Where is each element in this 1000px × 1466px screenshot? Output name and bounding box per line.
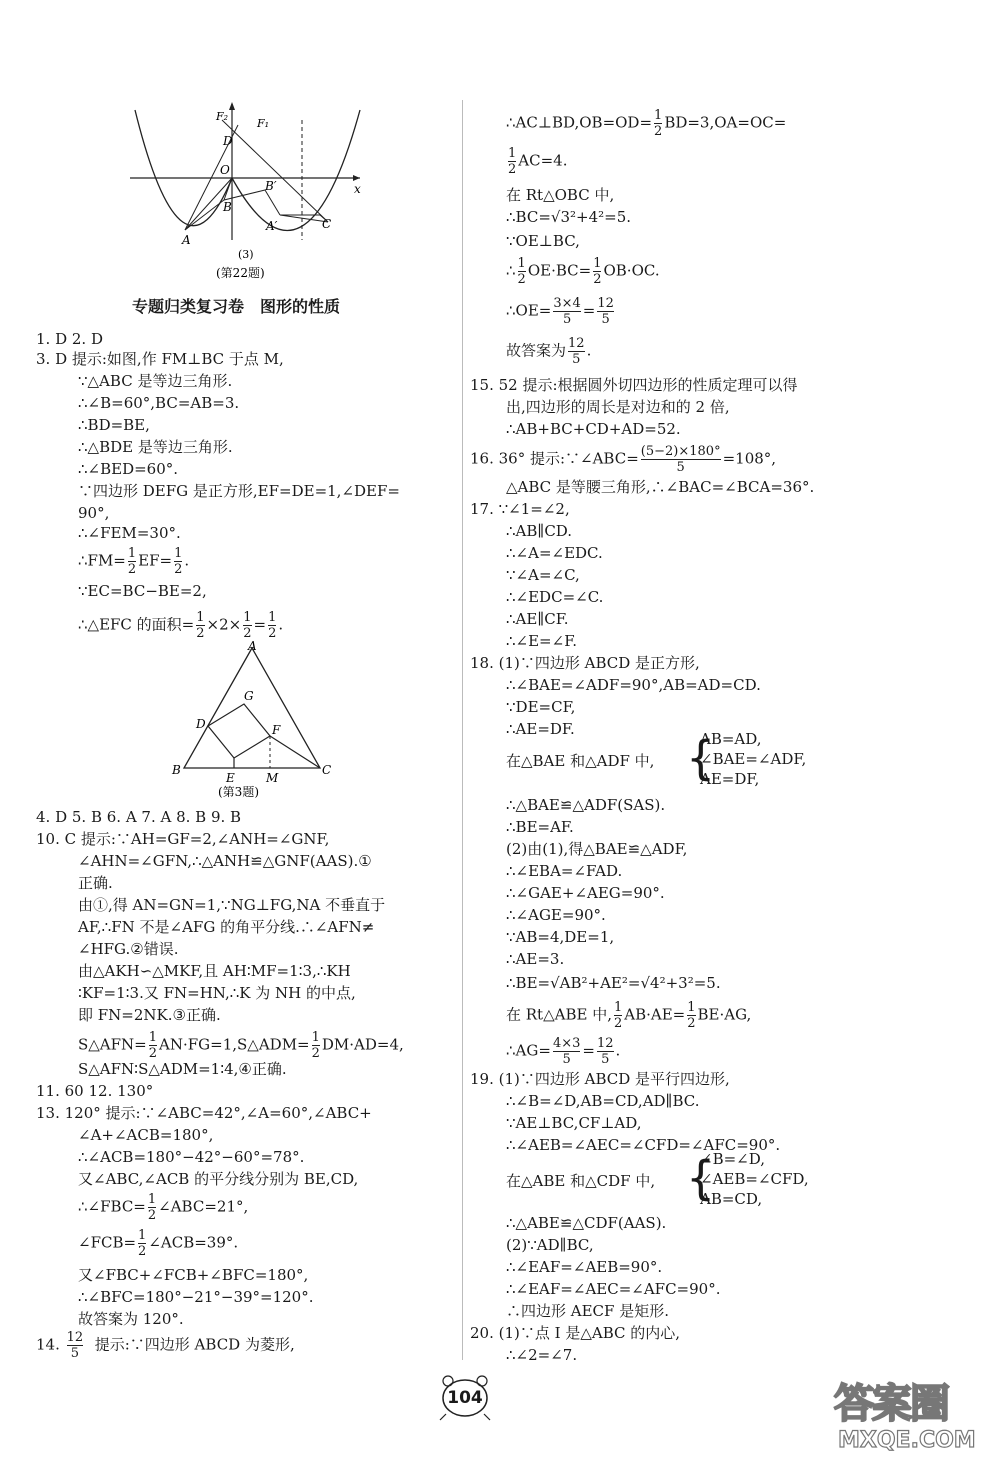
text-line: 即 FN=2NK.③正确. [78,1006,221,1024]
text-line: △ABC 是等腰三角形,∴∠BAC=∠BCA=36°. [506,478,815,496]
label-d: D [196,717,206,731]
label-x: x [354,182,361,196]
abe-line: 在 Rt△ABE 中, $\frac{1}{2}$ AB·AE= $\frac{1}{2}$ BE·AG, [506,1000,752,1031]
text-line: ∴∠2=∠7. [506,1346,578,1364]
answers-11-12: 11. 60 12. 130° [36,1082,154,1100]
text-line: 在△BAE 和△ADF 中, [506,752,655,770]
label-b: B [172,763,181,777]
column-divider [462,100,463,1360]
text-line: ∴∠EAF=∠AEC=∠AFC=90°. [506,1280,721,1298]
text-line: 由△AKH∽△MKF,且 AH∶MF=1∶3,∴KH [78,962,351,980]
text-line: ∴AB+BC+CD+AD=52. [506,420,681,438]
page-number-badge [430,1372,500,1422]
text-line: ∵DE=CF, [506,698,576,716]
brace-line: ∠B=∠D, [700,1150,765,1168]
text-line: ∵四边形 DEFG 是正方形,EF=DE=1,∠DEF= [78,482,400,500]
text-line: ∠A+∠ACB=180°, [78,1126,214,1144]
label-g: G [244,689,254,703]
text-line: ∴∠GAE+∠AEG=90°. [506,884,665,902]
area-line: ∴△EFC 的面积= $\frac{1}{2}$ ×2× $\frac{1}{2}$ = $\frac{1}{2}$ . [78,610,284,641]
text-line: (2)由(1),得△BAE≌△ADF, [506,840,688,858]
label-a-prime: A′ [266,219,278,233]
text-line: ∴∠AEB=∠AEC=∠CFD=∠AFC=90°. [506,1136,781,1154]
text-line: ∴AE=DF. [506,720,575,738]
label-a: A [248,640,257,653]
text-line: 故答案为 120°. [78,1310,184,1328]
answer-line: 故答案为 $\frac{12}{5}$ . [506,336,592,367]
text-line: ∴AB∥CD. [506,522,573,540]
text-line: ∴∠AGE=90°. [506,906,606,924]
answer-20: 20. (1)∵点 I 是△ABC 的内心, [470,1324,681,1342]
text-line: (2)∵AD∥BC, [506,1236,594,1254]
ob-line: ∴AC⊥BD,OB=OD= $\frac{1}{2}$ BD=3,OA=OC= [506,108,787,139]
label-e: E [226,771,235,785]
answer-1-2: 1. D 2. D [36,330,103,348]
triangle-figure [168,640,338,800]
text-line: AF,∴FN 不是∠AFG 的角平分线.∴∠AFN≠ [78,918,375,936]
text-line: ∴∠BED=60°. [78,460,179,478]
answer-15: 15. 52 提示:根据圆外切四边形的性质定理可以得 [470,376,798,394]
text-line: ∴∠BFC=180°−21°−39°=120°. [78,1288,314,1306]
answer-13: 13. 120° 提示:∵∠ABC=42°,∠A=60°,∠ABC+ [36,1104,372,1122]
area-ratio-line: S△AFN= $\frac{1}{2}$ AN·FG=1,S△ADM= $\frac{1}{2}$ DM·AD=4, [78,1030,404,1061]
text-line: ∵AE⊥BC,CF⊥AD, [506,1114,642,1132]
text-line: ∴AE=3. [506,950,565,968]
be-line: ∴BE=√AB²+AE²=√4²+3²=5. [506,974,721,992]
figure-22 [120,100,370,285]
text-line: ∴∠B=60°,BC=AB=3. [78,394,240,412]
text-line: S△AFN∶S△ADM=1∶4,④正确. [78,1060,287,1078]
oe-eq-line: ∴ $\frac{1}{2}$ OE·BC= $\frac{1}{2}$ OB·OC. [506,256,660,287]
fbc-line: ∴∠FBC= $\frac{1}{2}$ ∠ABC=21°, [78,1192,249,1223]
answers-4-9: 4. D 5. B 6. A 7. A 8. B 9. B [36,808,242,826]
label-c: C [322,217,332,231]
section-title: 专题归类复习卷 图形的性质 [132,297,341,316]
label-b: B [223,200,232,214]
text-line: ∴△ABE≌△CDF(AAS). [506,1214,667,1232]
answer-16: 16. 36° 提示:∵∠ABC= $\frac{(5-2)\times 180^\circ}{5}$ =108°, [470,444,777,475]
text-line: ∴∠E=∠F. [506,632,578,650]
text-line: ∴BE=AF. [506,818,574,836]
text-line: ∠AHN=∠GFN,∴△ANH≌△GNF(AAS).① [78,852,372,870]
text-line: ∴BD=BE, [78,416,150,434]
ac-line: $\frac{1}{2}$ AC=4. [508,146,568,177]
text-line: 在 Rt△OBC 中, [506,186,615,204]
fig3-caption: (第3题) [218,785,259,799]
text-line: ∠HFG.②错误. [78,940,179,958]
text-line: ∴∠EDC=∠C. [506,588,604,606]
text-line: 90°, [78,504,110,522]
text-line: ∴∠EBA=∠FAD. [506,862,623,880]
watermark-logo: 答案圈 [834,1381,948,1427]
brace-line: ∠AEB=∠CFD, [700,1170,809,1188]
brace-line: AB=CD, [700,1190,763,1208]
fig22-caption2: (第22题) [216,266,265,280]
brace-icon: { [686,731,716,785]
text-line: ∵AB=4,DE=1, [506,928,615,946]
parabola-figure [120,100,370,285]
text-line: ∶KF=1∶3.又 FN=HN,∴K 为 NH 的中点, [78,984,356,1002]
label-a: A [182,233,191,247]
text-line: 又∠FBC+∠FCB+∠BFC=180°, [78,1266,309,1284]
answer-19: 19. (1)∵四边形 ABCD 是平行四边形, [470,1070,730,1088]
label-o: O [220,163,230,177]
brace-line: AB=AD, [700,730,762,748]
ag-line: ∴AG= $\frac{4\times 3}{5}$ = $\frac{12}{5}$ . [506,1036,621,1067]
fm-line: ∴FM= $\frac{1}{2}$ EF= $\frac{1}{2}$ . [78,546,190,577]
answer-17: 17. ∵∠1=∠2, [470,500,570,518]
label-b-prime: B′ [265,179,277,193]
answer-18: 18. (1)∵四边形 ABCD 是正方形, [470,654,700,672]
text-line: ∴∠FEM=30°. [78,524,181,542]
label-d: D [223,134,233,148]
figure-3 [168,640,338,800]
brace-line: AE=DF, [700,770,760,788]
answer-3: 3. D 提示:如图,作 FM⊥BC 于点 M, [36,350,284,368]
bc-line: ∴BC=√3²+4²=5. [506,208,632,226]
label-f1: F₁ [257,117,270,130]
text-line: ∴△BDE 是等边三角形. [78,438,233,456]
fcb-line: ∠FCB= $\frac{1}{2}$ ∠ACB=39°. [78,1228,239,1259]
text-line: ∴AE∥CF. [506,610,569,628]
text-line: 又∠ABC,∠ACB 的平分线分别为 BE,CD, [78,1170,359,1188]
watermark [830,1372,995,1462]
text-line: ∴∠EAF=∠AEB=90°. [506,1258,663,1276]
text-line: ∴∠ACB=180°−42°−60°=78°. [78,1148,305,1166]
watermark-url: MXQE.COM [838,1428,976,1453]
text-line: 正确. [78,874,113,892]
text-line: ∴∠BAE=∠ADF=90°,AB=AD=CD. [506,676,761,694]
fig22-caption1: (3) [238,248,254,261]
brace-line: ∠BAE=∠ADF, [700,750,807,768]
text-line: ∴∠A=∠EDC. [506,544,603,562]
text-line: ∴△BAE≌△ADF(SAS). [506,796,666,814]
answer-14: 14. $\frac{12}{5}$ 提示:∵四边形 ABCD 为菱形, [36,1330,295,1361]
page-number: 104 [447,1388,483,1408]
label-c: C [322,763,332,777]
text-line: ∵∠A=∠C, [506,566,580,584]
text-line: 出,四边形的周长是对边和的 2 倍, [506,398,730,416]
label-f: F [272,723,281,737]
oe-value-line: ∴OE= $\frac{3\times 4}{5}$ = $\frac{12}{5}$ [506,296,614,327]
text-line: 由①,得 AN=GN=1,∵NG⊥FG,NA 不垂直于 [78,896,386,914]
text-line: 在△ABE 和△CDF 中, [506,1172,656,1190]
label-f2: F₂ [216,110,229,123]
brace-icon: { [686,1151,716,1205]
answer-10: 10. C 提示:∵AH=GF=2,∠ANH=∠GNF, [36,830,330,848]
text-line: ∵OE⊥BC, [506,232,580,250]
text-line: ∴∠B=∠D,AB=CD,AD∥BC. [506,1092,700,1110]
text-line: ∴四边形 AECF 是矩形. [506,1302,669,1320]
text-line: ∵△ABC 是等边三角形. [78,372,233,390]
text-line: ∵EC=BC−BE=2, [78,582,207,600]
label-m: M [266,771,279,785]
